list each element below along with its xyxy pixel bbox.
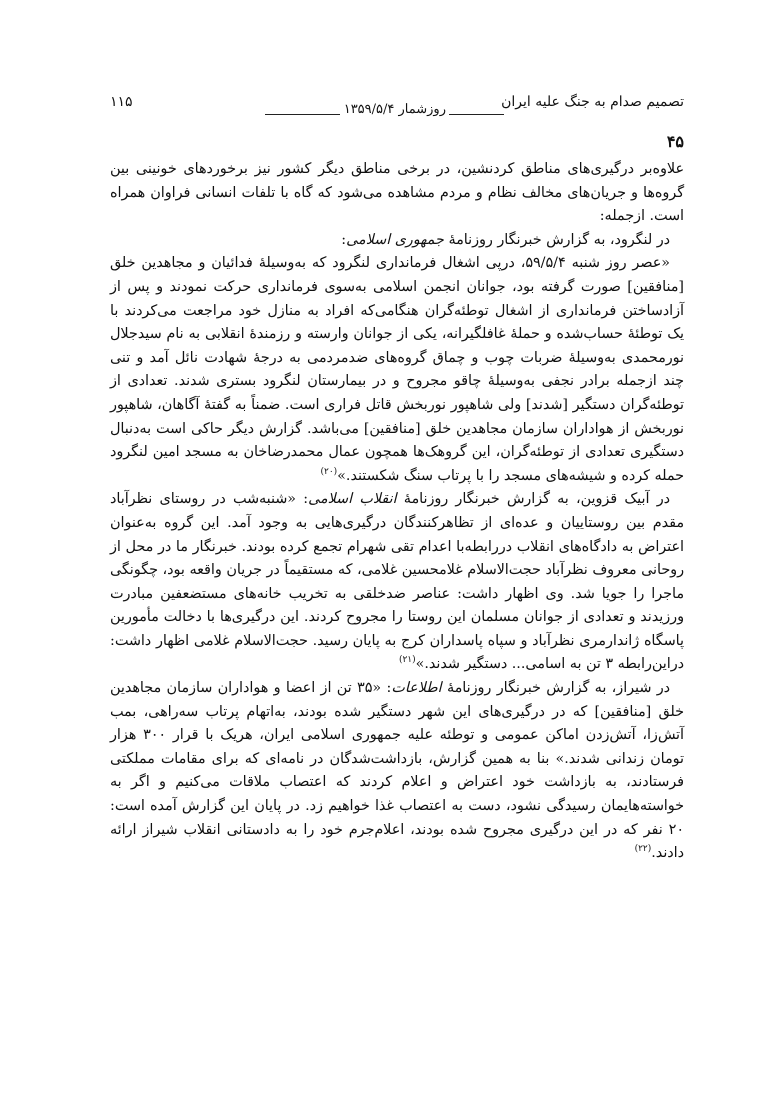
paragraph-text: : «۳۵ تن از اعضا و هواداران سازمان مجاهدین خلق [منافقین] که در درگیری‌های این شهر دستگیر شده بودند، به‌اتهام پرتاب سه‌راهی، بمب آتش‌زا، آتش‌زدن اماکن عمومی و توطئه علیه جمهوری اسلامی ایران، هریک با قرار ۳۰۰ هزار تومان زندانی شدند.» بنا به همین گزارش، بازداشت‌شدگان در نامه‌ای که برای مقامات مملکتی فرستادند، به بازداشت خود اعتراض و اعلام کردند که اعتصاب ملاقات می‌کنیم و اگر به خواسته‌هایمان رسیدگی نشود، دست به اعتصاب غذا خواهیم زد. در پایان این گزارش آمده است: ۲۰ نفر که در این درگیری مجروح شده بودند، اعلام‌جرم خود را به دادستانی انقلاب شیراز ارائه دادند.	[110, 680, 684, 862]
paragraph-text: علاوه‌بر درگیری‌های مناطق کردنشین، در برخی مناطق دیگر کشور نیز برخوردهای خونینی بین گروه‌ها و جریان‌های مخالف نظام و مردم مشاهده می‌شود که گاه با تلفات انسانی فراوان همراه است. ازجمله:	[110, 161, 684, 225]
running-header	[110, 92, 684, 120]
footnote-ref: (۲۰)	[320, 466, 338, 477]
page-number: ۱۱۵	[110, 94, 133, 110]
paragraph-text: در شیراز، به گزارش خبرنگار روزنامهٔ	[441, 680, 670, 697]
paragraph	[110, 677, 684, 866]
footnote-ref: (۲۲)	[634, 844, 652, 855]
book-title: تصمیم صدام به جنگ علیه ایران	[501, 94, 684, 110]
paragraph	[110, 252, 684, 488]
paragraph	[110, 488, 684, 677]
paragraph	[110, 158, 684, 229]
newspaper-name: انقلاب اسلامی	[308, 491, 397, 508]
diary-date-label: روزشمار ۱۳۵۹/۵/۴	[343, 102, 446, 117]
paragraph-text: در لنگرود، به گزارش خبرنگار روزنامهٔ	[443, 231, 670, 248]
entry-number: ۴۵	[666, 132, 684, 151]
newspaper-name: جمهوری اسلامی	[346, 231, 444, 248]
paragraph-text: در آبیک قزوین، به گزارش خبرنگار روزنامهٔ	[396, 491, 670, 508]
paragraph-text: «عصر روز شنبه ۵۹/۵/۴، درپی اشغال فرمانداری لنگرود که به‌وسیلهٔ فدائیان و مجاهدین خلق [منافقین] صورت گرفته بود، جوانان انجمن اسلامی به‌سوی فرمانداری حرکت نمودند و پس از آزادساختن فرمانداری از اشغال توطئه‌گران هنگامی‌که افراد به منازل خود مراجعت می‌کردند با یک توطئهٔ حساب‌شده و حملهٔ غافلگیرانه، یکی از جوانان وارسته و رزمندهٔ انقلابی به نام سیدجلال نورمحمدی به‌وسیلهٔ ضربات چوب و چماق گروه‌های ضدمردمی به درجهٔ شهادت نائل آمد و تنی چند ازجمله برادر نجفی به‌وسیلهٔ چاقو مجروح و در بیمارستان لنگرود بستری شدند. تعدادی از توطئه‌گران دستگیر [شدند] ولی شاهپور نوربخش قاتل فراری است. ضمناً به گفتهٔ آگاهان، شاهپور نوربخش از هواداران سازمان مجاهدین خلق [منافقین] می‌باشد. گزارش دیگر حاکی است به‌دنبال دستگیری تعدادی از توطئه‌گران، این گروهک‌ها همچون عمال محمدرضاخان به مسجد امین لنگرود حمله کرده و شیشه‌های مسجد را با پرتاب سنگ شکستند.»	[110, 255, 684, 484]
body-text	[110, 158, 684, 866]
header-rule	[449, 114, 504, 115]
header-rule	[265, 114, 340, 115]
paragraph	[110, 229, 684, 253]
footnote-ref: (۲۱)	[398, 655, 416, 666]
newspaper-name: اطلاعات	[391, 680, 442, 697]
paragraph-text: : «شنبه‌شب در روستای نظرآباد مقدم بین روستاییان و عده‌ای از تظاهرکنندگان درگیری‌هایی به وجود آمد. این گروه به‌عنوان اعتراض به دادگاه‌های انقلاب دررابطه‌با اعدام تقی شهرام تجمع کرده بودند. خبرنگار ما در محل از روحانی معروف نظرآباد حجت‌الاسلام غلامحسین غلامی، که مستقیماً در جریان واقعه بود، چگونگی ماجرا را جویا شد. وی اظهار داشت: عناصر ضدخلقی به تخریب خانه‌های مستضعفین مبادرت ورزیدند و تعدادی از جوانان مسلمان این روستا را مجروح کردند. این درگیری‌ها با دخالت مأمورین پاسگاه ژاندارمری نظرآباد و سپاه پاسداران کرج به پایان رسید. حجت‌الاسلام غلامی اظهار داشت: دراین‌رابطه ۳ تن به اسامی... دستگیر شدند.»	[110, 491, 684, 673]
paragraph-text: :	[341, 231, 347, 248]
